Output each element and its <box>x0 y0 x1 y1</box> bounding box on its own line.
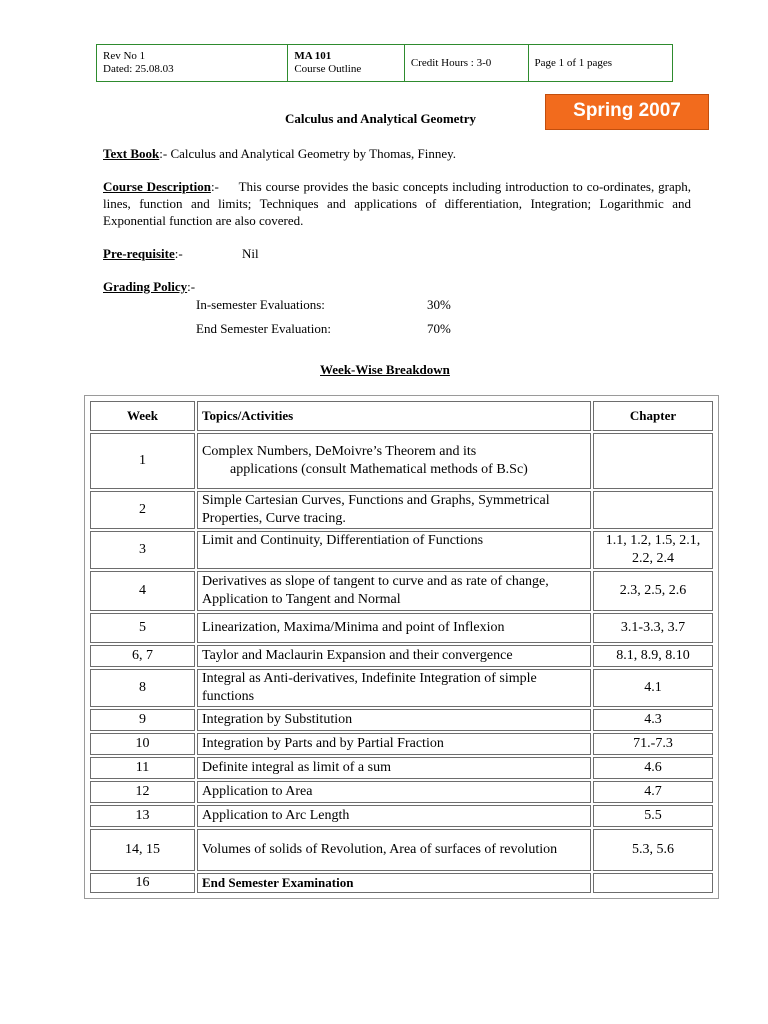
table-row <box>90 805 713 827</box>
revision-date: Dated: 25.08.03 <box>103 63 174 75</box>
page-count-cell <box>529 45 673 81</box>
course-code-cell <box>288 45 405 81</box>
week-cell: 16 <box>90 873 195 893</box>
topic-cell: End Semester Examination <box>197 873 591 893</box>
revision-number: Rev No 1 <box>103 50 146 62</box>
topic-cell: Integration by Substitution <box>197 709 591 731</box>
chapter-cell: 4.7 <box>593 781 713 803</box>
chapter-cell <box>593 873 713 893</box>
course-title: Calculus and Analytical Geometry <box>285 111 477 126</box>
week-cell: 3 <box>90 531 195 569</box>
table-row <box>90 433 713 489</box>
topic-cell: Derivatives as slope of tangent to curve and as rate of change, Application to Tangent and Normal <box>197 571 591 611</box>
chapter-cell: 5.3, 5.6 <box>593 829 713 871</box>
breakdown-title: Week-Wise Breakdown <box>320 362 450 377</box>
description-text: This course provides the basic concepts including introduction to co-ordinates, graph, lines, function and limits; Techniques and applications of differentiation, Integration; Logarithmic and Exponential function are also covered. <box>103 179 691 228</box>
week-cell: 8 <box>90 669 195 707</box>
table-row <box>90 571 713 611</box>
week-cell: 1 <box>90 433 195 489</box>
table-row <box>90 757 713 779</box>
table-row <box>90 645 713 667</box>
grading-item-name: In-semester Evaluations: <box>196 297 325 312</box>
topic-cell: Application to Area <box>197 781 591 803</box>
week-cell: 14, 15 <box>90 829 195 871</box>
chapter-cell: 2.3, 2.5, 2.6 <box>593 571 713 611</box>
table-row <box>90 733 713 755</box>
document-header-table <box>96 44 673 82</box>
table-row <box>90 531 713 569</box>
chapter-cell: 71.-7.3 <box>593 733 713 755</box>
topic-cell: Application to Arc Length <box>197 805 591 827</box>
topic-cell: Definite integral as limit of a sum <box>197 757 591 779</box>
course-description <box>103 178 691 229</box>
prerequisite-value: Nil <box>242 246 259 261</box>
grading-item-percent: 30% <box>427 297 451 312</box>
week-cell: 12 <box>90 781 195 803</box>
grading-item-name: End Semester Evaluation: <box>196 321 332 336</box>
chapter-cell: 4.6 <box>593 757 713 779</box>
grading-policy-separator: :- <box>187 279 196 294</box>
topic-text-continued: applications (consult Mathematical methods of B.Sc) <box>230 462 528 477</box>
week-breakdown-table <box>84 395 719 899</box>
table-row <box>90 669 713 707</box>
topic-cell: Integration by Parts and by Partial Fraction <box>197 733 591 755</box>
topic-cell <box>197 433 591 489</box>
textbook-label: Text Book <box>103 146 160 161</box>
credit-hours: Credit Hours : 3-0 <box>410 56 492 69</box>
chapter-cell: 5.5 <box>593 805 713 827</box>
week-cell: 6, 7 <box>90 645 195 667</box>
grading-policy-label: Grading Policy <box>103 279 188 294</box>
description-label: Course Description <box>103 179 211 194</box>
topic-cell: Volumes of solids of Revolution, Area of surfaces of revolution <box>197 829 591 871</box>
column-header-topics: Topics/Activities <box>197 401 591 431</box>
chapter-cell: 4.3 <box>593 709 713 731</box>
table-row <box>90 873 713 893</box>
table-row <box>90 709 713 731</box>
course-code: MA 101 <box>294 50 332 62</box>
prerequisite-label: Pre-requisite <box>103 246 175 261</box>
textbook-line <box>103 145 456 162</box>
description-separator: :- <box>210 179 219 194</box>
chapter-cell: 3.1-3.3, 3.7 <box>593 613 713 643</box>
page-count: Page 1 of 1 pages <box>534 56 613 69</box>
chapter-cell: 4.1 <box>593 669 713 707</box>
course-outline-label: Course Outline <box>294 63 362 75</box>
topic-text: Complex Numbers, DeMoivre’s Theorem and its <box>202 444 477 459</box>
week-cell: 11 <box>90 757 195 779</box>
column-header-week: Week <box>90 401 195 431</box>
revision-cell <box>97 45 288 81</box>
week-cell: 13 <box>90 805 195 827</box>
topic-cell: Simple Cartesian Curves, Functions and Graphs, Symmetrical Properties, Curve tracing. <box>197 491 591 529</box>
topic-cell: Integral as Anti-derivatives, Indefinite Integration of simple functions <box>197 669 591 707</box>
week-cell: 5 <box>90 613 195 643</box>
table-row <box>90 781 713 803</box>
grading-item-percent: 70% <box>427 321 451 336</box>
week-cell: 4 <box>90 571 195 611</box>
week-cell: 2 <box>90 491 195 529</box>
table-header-row <box>90 401 713 431</box>
week-cell: 9 <box>90 709 195 731</box>
topic-cell: Taylor and Maclaurin Expansion and their convergence <box>197 645 591 667</box>
prerequisite-line <box>103 245 183 262</box>
credit-hours-cell <box>405 45 529 81</box>
column-header-chapter: Chapter <box>593 401 713 431</box>
table-row <box>90 491 713 529</box>
grading-policy-line <box>103 278 195 295</box>
semester-badge: Spring 2007 <box>545 94 709 130</box>
textbook-value: Calculus and Analytical Geometry by Thomas, Finney. <box>170 146 457 161</box>
week-cell: 10 <box>90 733 195 755</box>
textbook-separator: :- <box>159 146 171 161</box>
prerequisite-separator: :- <box>174 246 183 261</box>
chapter-cell: 1.1, 1.2, 1.5, 2.1, 2.2, 2.4 <box>593 531 713 569</box>
chapter-cell <box>593 433 713 489</box>
topic-cell: Limit and Continuity, Differentiation of Functions <box>197 531 591 569</box>
table-row <box>90 829 713 871</box>
chapter-cell <box>593 491 713 529</box>
topic-cell: Linearization, Maxima/Minima and point of Inflexion <box>197 613 591 643</box>
table-row <box>90 613 713 643</box>
chapter-cell: 8.1, 8.9, 8.10 <box>593 645 713 667</box>
